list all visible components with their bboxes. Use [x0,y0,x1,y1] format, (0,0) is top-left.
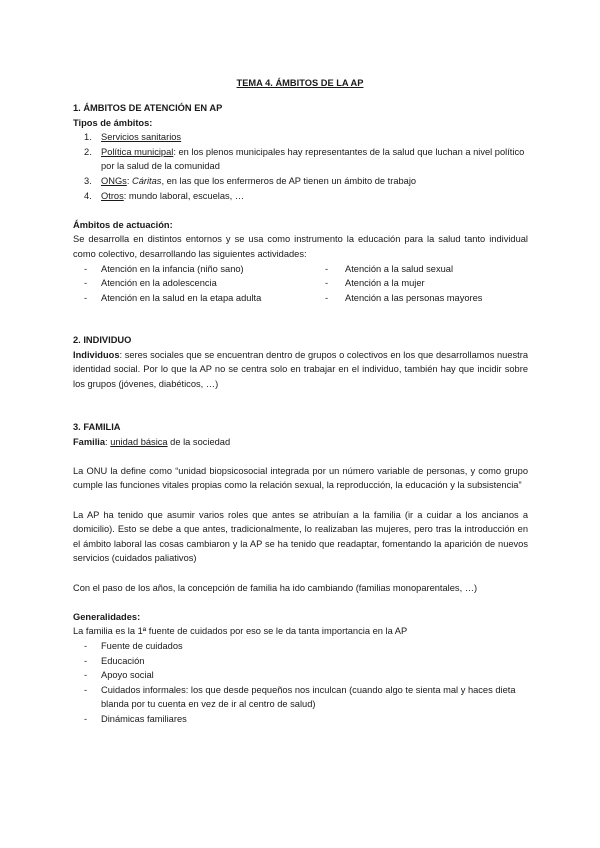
section-familia [73,420,528,726]
generalidades-list [73,639,528,727]
list-text: Atención a las personas mayores [345,292,483,303]
familia-colon: : [105,436,111,447]
list-text: : mundo laboral, escuelas, … [123,190,245,201]
familia-after: de la sociedad [167,436,231,447]
list-item [73,262,323,277]
spacer [73,203,528,218]
list-text: Apoyo social [101,670,154,681]
actividades-left [73,262,323,306]
list-item [323,276,528,291]
dash-bullet: - [84,278,88,289]
dash-bullet: - [325,278,329,289]
individuo-paragraph [73,348,528,392]
list-text: Atención a la salud sexual [345,263,454,274]
actuacion-label: Ámbitos de actuación [73,219,170,230]
list-text: Dinámicas familiares [101,713,187,724]
dash-bullet: - [84,655,88,666]
dash-bullet: - [84,684,88,695]
list-text: Atención en la adolescencia [101,278,217,289]
list-item [73,668,528,683]
spacer [73,493,528,508]
familia-concepcion-paragraph: Con el paso de los años, la concepción de familia ha ido cambiando (familias monoparentales, …) [73,582,478,593]
dash-bullet: - [84,640,88,651]
actividades-columns [73,262,528,306]
spacer [73,566,528,581]
dash-bullet: - [84,263,88,274]
list-text: Atención en la infancia (niño sano) [101,263,244,274]
list-text: Educación [101,655,145,666]
dash-bullet: - [84,670,88,681]
list-item [73,130,528,145]
list-number: 2. [84,146,92,157]
tipos-label: Tipos de ámbitos [73,117,150,128]
tipos-label-line [73,116,528,131]
individuo-text: : seres sociales que se encuentran dentro de grupos o colectivos en los que desarrollamos nuestra identidad social. Por lo que la AP no se centra solo en trabajar en el individuo, también hay que incidir sobre los grupos (jóvenes, diabéticos, …) [73,349,528,389]
list-term: Servicios sanitarios [101,132,182,143]
list-term: Otros [101,190,124,201]
section-individuo [73,333,528,391]
familia-label: Familia [73,436,106,447]
dash-bullet: - [325,292,329,303]
list-text: Atención a la mujer [345,278,425,289]
list-text: , en las que los enfermeros de AP tienen un ámbito de trabajo [161,175,417,186]
tipos-colon: : [149,117,153,128]
list-item [73,189,528,204]
actuacion-text: Se desarrolla en distintos entornos y se usa como instrumento la educación para la salud tanto individual como colectivo, desarrollando las siguientes actividades: [73,234,528,259]
list-item [73,639,528,654]
familia-onu-paragraph: La ONU la define como “unidad biopsicosocial integrada por un número variable de personas, y como grupo cumple las funciones vitales propias como la relación sexual, la reproducción, la educación y la subsistencia” [73,465,528,491]
tipos-list [73,130,528,203]
dash-bullet: - [325,263,329,274]
list-text: Cuidados informales: los que desde pequeños nos inculcan (cuando algo te sienta mal y haces dieta blanda por tu cuenta en vez de ir al centro de salud) [101,684,516,710]
list-item [73,654,528,669]
list-number: 4. [84,190,92,201]
list-text: : en los plenos municipales hay representantes de la salud que luchan a nivel político por la salud de la comunidad [101,146,525,172]
actividades-right [323,262,528,306]
actuacion-colon: : [169,219,173,230]
list-item [73,712,528,727]
list-item [73,683,528,712]
familia-underlined: unidad básica [110,436,168,447]
list-item [323,291,528,306]
list-text-pre: : [126,175,132,186]
dash-bullet: - [84,713,88,724]
list-text: Fuente de cuidados [101,640,183,651]
spacer [73,595,528,610]
familia-definition [73,435,528,450]
section-heading-individuo: 2. INDIVIDUO [73,335,132,345]
generalidades-text: La familia es la 1ª fuente de cuidados por eso se le da tanta importancia en la AP [73,626,408,637]
generalidades-colon: : [137,611,141,622]
list-item [73,145,528,174]
list-italic: Cáritas [132,175,162,186]
section-ambitos [73,101,528,306]
section-heading-ambitos: 1. ÁMBITOS DE ATENCIÓN EN AP [73,103,223,113]
spacer [73,449,528,464]
familia-roles-paragraph: La AP ha tenido que asumir varios roles que antes se atribuían a la familia (ir a cuidar a los ancianos a domicilio). Esto se debe a que antes, tradicionalmente, lo realizaban las mujeres, pero tras la introducción en el ámbito laboral las cosas cambiaron y la AP se ha tenido que readaptar, fomentando la aparición de nuevos servicios (cuidados paliativos) [73,509,528,564]
actuacion-label-line [73,218,528,233]
list-item [73,291,323,306]
list-term: Política municipal [101,146,174,157]
list-item [73,174,528,189]
section-heading-familia: 3. FAMILIA [73,422,121,432]
list-number: 3. [84,175,92,186]
individuo-label: Individuos [73,349,120,360]
generalidades-label-line [73,610,528,625]
list-number: 1. [84,132,92,143]
list-item [323,262,528,277]
document-title: TEMA 4. ÁMBITOS DE LA AP [236,78,364,88]
dash-bullet: - [84,292,88,303]
list-item [73,276,323,291]
generalidades-label: Generalidades [73,611,138,622]
list-text: Atención en la salud en la etapa adulta [101,292,262,303]
list-term: ONGs [101,175,127,186]
